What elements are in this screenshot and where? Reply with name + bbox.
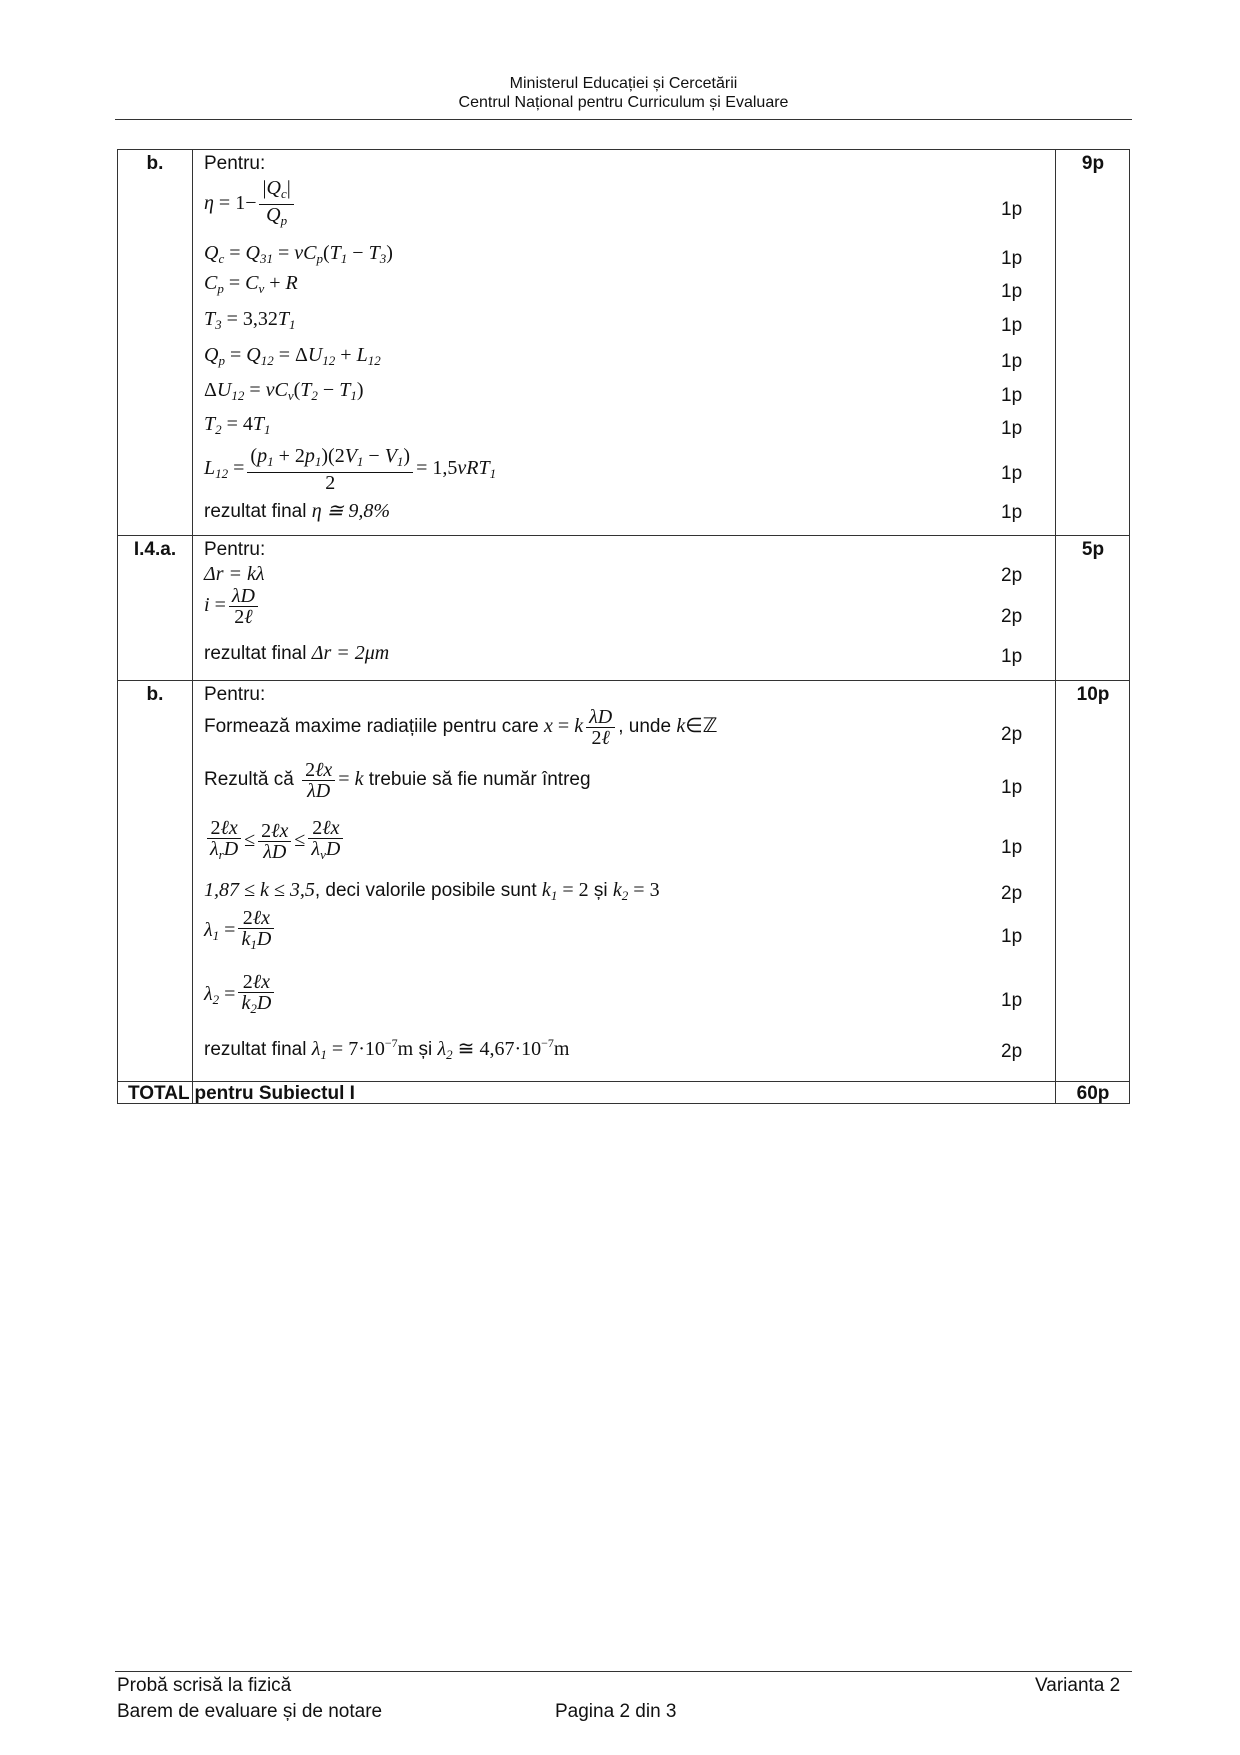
score: 2p: [1001, 565, 1023, 586]
section-intro: Pentru:: [204, 153, 266, 174]
score: 2p: [1001, 1041, 1023, 1062]
footer-variant: Varianta 2: [1035, 1675, 1121, 1696]
total-points: 60p: [1076, 1083, 1110, 1104]
section-label: I.4.a.: [133, 539, 177, 560]
header-line-1: Ministerul Educației și Cercetării: [509, 75, 738, 92]
formula-fringe-width: i = $\frac{\lambda D}{\text{2ℓ}}$: [204, 586, 261, 627]
formula-t2: $T_2 = 4T_1$: [204, 413, 271, 437]
score: 1p: [1001, 385, 1023, 406]
header-divider: [115, 119, 1132, 120]
formula-inequality: $\frac{\text{2ℓx}}{\lambda_rD}$ ≤ $\frac{\text{2ℓx}}{\lambda D}$ ≤ $\frac{\text{2ℓx}}{\lambda_vD}$: [204, 818, 346, 865]
footer-page-number: Pagina 2 din 3: [555, 1701, 677, 1722]
score: 1p: [1001, 418, 1023, 439]
scoring-table: [117, 149, 1130, 1104]
final-result-efficiency: rezultat final η ≅ 9,8%: [204, 500, 391, 522]
maxima-condition: Formează maxime radiațiile pentru care x = k $\frac{\lambda D}{\text{2ℓ}}$ , unde k∈ℤ: [204, 706, 718, 749]
footer-divider: [115, 1671, 1132, 1672]
score: 1p: [1001, 281, 1023, 302]
header-ministry: [115, 74, 1132, 112]
section-total-points: 9p: [1081, 153, 1105, 174]
score: 1p: [1001, 315, 1023, 336]
score: 1p: [1001, 463, 1023, 484]
formula-delta-u: $\Delta U_{12} = \nu C_v(T_2 - T_1)$: [204, 379, 364, 403]
score: 1p: [1001, 502, 1023, 523]
row-divider-total: [118, 1081, 1129, 1082]
section-intro: Pentru:: [204, 684, 266, 705]
score: 2p: [1001, 724, 1023, 745]
integer-condition: Rezultă că $\frac{\text{2ℓx}}{\lambda D}$ = k trebuie să fie număr întreg: [204, 759, 591, 802]
final-result-path: rezultat final Δr = 2μm: [204, 642, 390, 664]
section-total-points: 10p: [1076, 684, 1110, 705]
score: 1p: [1001, 837, 1023, 858]
total-label: TOTAL pentru Subiectul I: [128, 1083, 355, 1104]
section-label: b.: [146, 153, 164, 174]
score: 1p: [1001, 248, 1023, 269]
result-value: η ≅ 9,8%: [311, 500, 391, 522]
formula-cp: $C_p = C_v + R$: [204, 272, 298, 296]
k-range: 1,87 ≤ k ≤ 3,5, deci valorile posibile sunt $k_1 = 2$ și $k_2 = 3$: [204, 879, 660, 903]
formula-path-difference: Δr = kλ: [204, 563, 265, 585]
formula-work: $L_{12}$ = $\frac{(p_1 + 2p_1)(2V_1 - V_1)}{2}$ = 1,5νRT$_1$: [204, 445, 497, 494]
formula-t3: $T_3 = 3,32T_1$: [204, 308, 296, 332]
column-divider-points: [1055, 150, 1056, 1103]
result-value: Δr = 2μm: [311, 642, 390, 664]
formula-efficiency: η = 1− $\frac{|Q_c|}{Q_p}$: [204, 178, 297, 231]
section-total-points: 5p: [1081, 539, 1105, 560]
formula-lambda-1: $\lambda_1$ = $\frac{\text{2ℓx}}{k_1D}$: [204, 908, 277, 955]
header-line-2: Centrul Național pentru Curriculum și Evaluare: [458, 94, 789, 111]
score: 1p: [1001, 990, 1023, 1011]
section-intro: Pentru:: [204, 539, 266, 560]
score: 1p: [1001, 777, 1023, 798]
footer-subject: Probă scrisă la fizică: [117, 1675, 292, 1696]
score: 1p: [1001, 199, 1023, 220]
row-divider-1: [118, 535, 1129, 536]
footer-doc-type: Barem de evaluare și de notare: [117, 1701, 383, 1722]
formula-qc: $Q_c = Q_{31} = \nu C_p(T_1 - T_3)$: [204, 242, 393, 266]
score: 1p: [1001, 926, 1023, 947]
formula-lambda-2: $\lambda_2$ = $\frac{\text{2ℓx}}{k_2D}$: [204, 972, 277, 1019]
section-label: b.: [146, 684, 164, 705]
score: 2p: [1001, 883, 1023, 904]
formula-qp: $Q_p = Q_{12} = \Delta U_{12} + L_{12}$: [204, 344, 381, 368]
score: 1p: [1001, 646, 1023, 667]
score: 1p: [1001, 351, 1023, 372]
score: 2p: [1001, 606, 1023, 627]
final-result-wavelengths: rezultat final $\lambda_1 = 7\cdot 10^{-7}m$ și $\lambda_2$ ≅ $4,67\cdot 10^{-7}m$: [204, 1036, 570, 1062]
column-divider-label: [192, 150, 193, 1103]
row-divider-2: [118, 680, 1129, 681]
